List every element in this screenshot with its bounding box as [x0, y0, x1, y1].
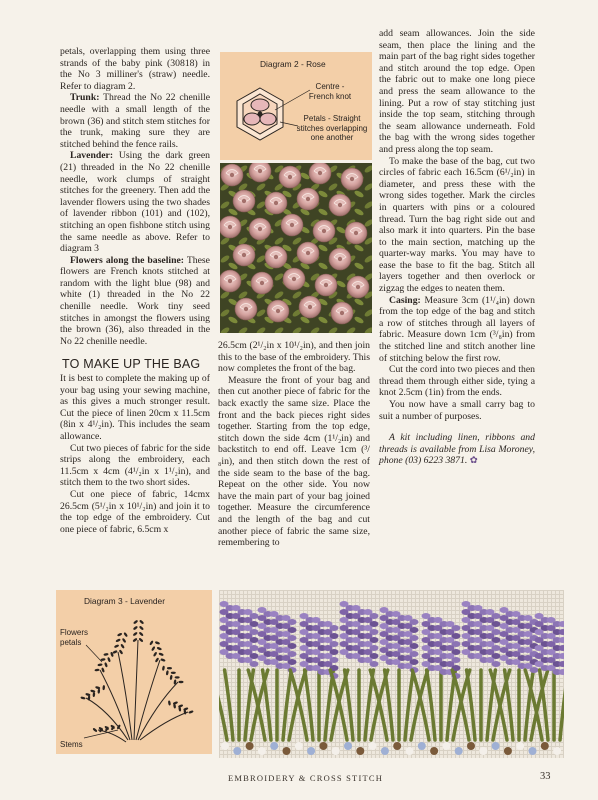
- diagram-title: Diagram 3 - Lavender: [84, 596, 165, 606]
- paragraph: You now have a small carry bag to suit a number of purposes.: [379, 399, 535, 422]
- paragraph: Cut one piece of fabric, 14cmx 26.5cm (5¹/₂in x 10¹/₂in) and join it to the top edge of the embroidery. Cut one piece of fabric, 6.5cm x: [60, 488, 210, 535]
- run-in-heading: Trunk:: [70, 92, 100, 104]
- paragraph: It is best to complete the making up of your bag using your sewing machine, as this gives a much stronger result. Cut the piece of linen 20cm x 11.5cm (8in x 4¹/₂in). This includes the seam allowance.: [60, 373, 210, 442]
- lavender-diagram-drawing: [56, 590, 212, 754]
- paragraph: add seam allowances. Join the side seam, then place the lining and the main part of the bag right sides together and stitch around the top edge. Open the fabric out to make one long piece and press the seam allowance to the lining. Put a row of stay stitching just inside the top seam, stitching through the seam allowance underneath. Fold the bag with the wrong sides together and press along the top seam.: [379, 28, 535, 155]
- kit-note: [379, 432, 535, 467]
- label-centre: Centre - French knot: [308, 82, 352, 101]
- text-column-left: [60, 46, 210, 535]
- paragraph-body: These flowers are French knots stitched at random with the light blue (98) and white (1) threaded in the No 22 chenille needle. Work tiny seed stitches in amongst the flowers using the brown (36), also threaded in the No 22 chenille needle.: [60, 254, 210, 347]
- paragraph-body: Using the dark green (21) threaded in the No 22 chenille needle, work clumps of straight stitches for the greenery. Then add the lavender flowers using the two shades of lavender ribbon (101) and (102), stitching an open fishbone stitch using the same needle as above. Refer to diagram 3: [60, 150, 210, 255]
- photo-rose-embroidery: [220, 163, 372, 333]
- label-petals: Petals - Straight stitches overlapping one another: [296, 114, 368, 142]
- photo-lavender-embroidery: [219, 590, 564, 758]
- paragraph-casing: [379, 295, 535, 365]
- paragraph: Cut the cord into two pieces and then thread them through either side, tying a knot 2.5cm (1in) from the ends.: [379, 364, 535, 399]
- section-heading: TO MAKE UP THE BAG: [62, 357, 201, 372]
- page-number: 33: [540, 771, 551, 782]
- paragraph: 26.5cm (2¹/₂in x 10¹/₂in), and then join this to the base of the embroidery. This now completes the front of the bag.: [218, 340, 370, 375]
- kit-note-text: A kit including linen, ribbons and threads is available from Lisa Moroney, phone (03) 6223 3871.: [379, 432, 535, 467]
- paragraph-body: Thread the No 22 chenille needle with a small length of the brown (36) and stitch stem stitches for the trunk, making sure they are stitched behind the fence rails.: [60, 92, 210, 150]
- paragraph-trunk: [60, 92, 210, 150]
- paragraph: Cut two pieces of fabric for the side strips along the embroidery, each 11.5cm x 4cm (4¹/₂in x 1¹/₂in), and stitch them to the two short sides.: [60, 442, 210, 489]
- run-in-heading: Casing:: [389, 294, 421, 306]
- paragraph: petals, overlapping them using three strands of the baby pink (30818) in the No 3 milliner's (straw) needle. Refer to diagram 2.: [60, 46, 210, 92]
- text-column-middle: [218, 340, 370, 549]
- paragraph-flowers: [60, 255, 210, 348]
- diagram-title: Diagram 2 - Rose: [260, 59, 326, 69]
- paragraph: Measure the front of your bag and then cut another piece of fabric for the back exactly the same size. Place the front and the back pieces right sides together. Starting from the top edge, stitch down the side 4cm (1¹/₂in) and backstitch to end off. Leave 1cm (³/₈in), and then stitch down the rest of the side seam to the base of the bag. Repeat on the other side. You now have the main part of your bag joined together. Measure the circumference and the length of the bag and cut another piece of fabric the same size, remembering to: [218, 374, 370, 549]
- rose-photo-illustration: [220, 163, 372, 333]
- diagram-lavender: [56, 590, 212, 754]
- paragraph-body: Measure 3cm (1¹/₄in) down from the top edge of the bag and stitch a row of stitches through all layers of fabric. Measure down 1cm (³/₈in) from the stitched line and stitch another line of stitching below the first row.: [379, 294, 535, 364]
- label-stems: Stems: [60, 740, 83, 749]
- paragraph-lavender: [60, 150, 210, 254]
- text-column-right: [379, 28, 535, 467]
- run-in-heading: Lavender:: [70, 150, 114, 162]
- footer-magazine-title: EMBROIDERY & CROSS STITCH: [228, 773, 384, 783]
- run-in-heading: Flowers along the baseline:: [70, 254, 184, 266]
- paragraph: To make the base of the bag, cut two circles of fabric each 16.5cm (6¹/₂in) in diameter, and press these with the wrong sides together. Mark the circles in quarters with pins or a coloured thread. Turn the bag right side out and also mark it into quarters. Pin the base to the main section, matching up the quarter-way marks. You may have to ease the base to fit the bag. Stitch all layers together and then overlock or zigzag the edges to neaten them.: [379, 155, 535, 295]
- rose-diagram-drawing: [220, 52, 372, 160]
- flower-icon: ✿: [469, 455, 478, 467]
- label-flowers: Flowers petals: [60, 628, 89, 647]
- lavender-photo-illustration: [219, 590, 564, 758]
- diagram-rose: [220, 52, 372, 160]
